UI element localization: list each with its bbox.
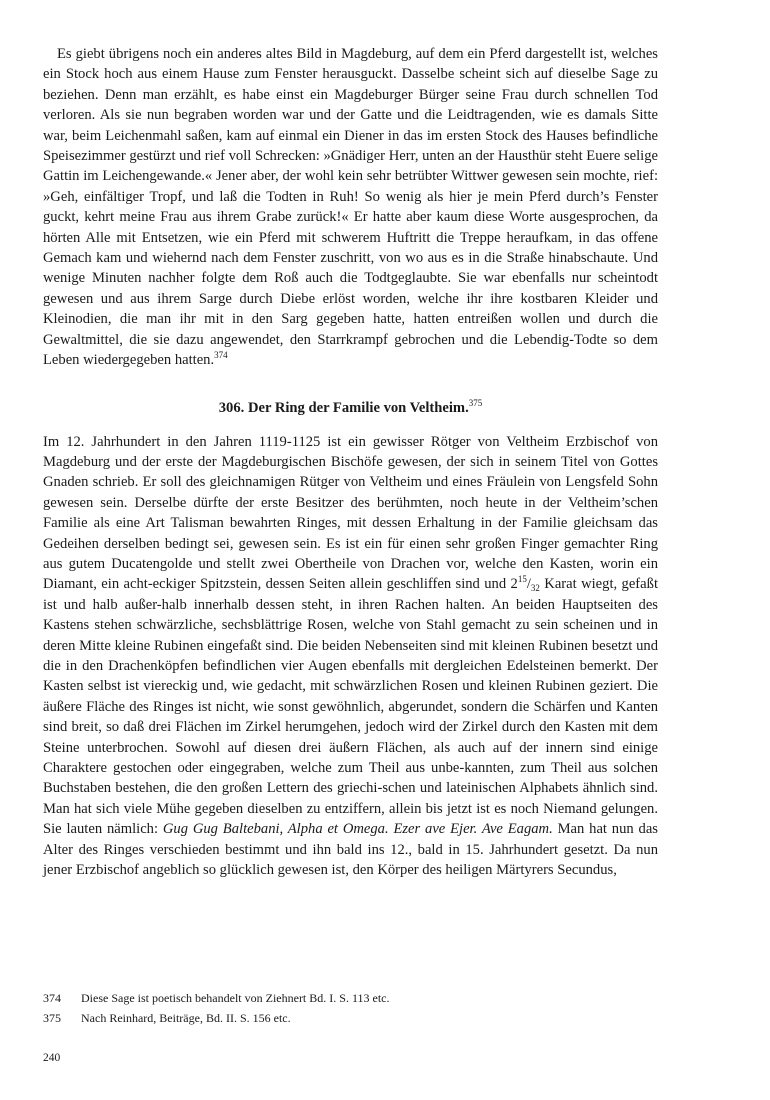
paragraph-1 <box>43 44 658 371</box>
ring-inscription: Gug Gug Baltebani, Alpha et Omega. Ezer ave Ejer. Ave Eagam. <box>162 821 553 838</box>
section-heading-text: 306. Der Ring der Familie von Veltheim. <box>218 399 469 416</box>
paragraph-2-part-3: Man hat nun das Alter des Ringes verschieden bestimmt und ihn bald ins 12., bald in 15. Jahrhundert gesetzt. Da nun jener Erzbischof angeblich so glücklich gewesen ist, den Körper des heiligen Märtyrers Secundus, <box>43 821 658 879</box>
paragraph-2-part-2: Karat wiegt, gefaßt ist und halb außer-halb innerhalb dessen steht, in ihren Rachen halten. An beiden Hauptseiten des Kastens stehen schwärzliche, sechsblättrige Rosen, welche von Stahl gemacht zu sein scheinen und in deren Mitte kleine Rubinen eingefaßt sind. Die beiden Nebenseiten sind mit kleinen Rubinen besetzt und die in den Drachenköpfen befindlichen vier Augen ebenfalls mit dergleichen Edelsteinen bemerkt. Der Kasten selbst ist viereckig und, wie gedacht, mit schwärzlichen Rosen und kleinen Rubinen geziert. Die äußere Fläche des Ringes ist nicht, wie sonst gewöhnlich, abgerundet, sondern die Schärfen und Kanten sind breit, so daß drei Flächen im Zirkel herumgehen, jedoch wird der Zirkel durch den Kasten mit dem Steine unterbrochen. Sowohl auf diesen drei äußern Flächen, als auch auf der innern sind einige Charaktere gestochen oder eingegraben, welche zum Theil aus unbe-kannten, zum Theil aus solchen Buchstaben bestehen, die den großen Lettern des griechi-schen und lateinischen Alphabets ähnlich sind. Man hat sich viele Mühe gegeben dieselben zu entziffern, allein bis jetzt ist es noch Niemand gelungen. Sie lauten nämlich: <box>43 576 658 838</box>
footnote-text: Nach Reinhard, Beiträge, Bd. II. S. 156 etc. <box>81 1011 291 1025</box>
footnote-374 <box>43 988 658 1008</box>
paragraph-2-part-1: Im 12. Jahrhundert in den Jahren 1119-1125 ist ein gewisser Rötger von Veltheim Erzbischof von Magdeburg und der erste der Magdeburgischen Bischöfe gewesen, der sich in seinem Titel von Gottes Gnaden schrieb. Er soll des gleichnamigen Rütger von Veltheim und eines Fräulein von Lengsfeld Sohn gewesen sein. Derselbe dürfte der erste Besitzer des berühmten, noch heute in der Veltheim’schen Familie als eine Art Talisman bewahrten Ringes, mit dessen Erhaltung in der Familie gleichsam das Gedeihen derselben bedingt sei, gewesen sein. Es ist ein für einen sehr großen Finger gemachter Ring aus gutem Ducatengolde und stellt zwei Obertheile von Drachen vor, welche den Kasten, worin ein Diamant, ein acht-eckiger Spitzstein, dessen Seiten allein geschliffen sind und 2 <box>43 433 658 593</box>
fraction-numerator: 15 <box>517 574 527 585</box>
footnote-ref-374[interactable]: 374 <box>214 350 228 361</box>
footnote-number: 375 <box>43 1011 61 1025</box>
paragraph-2: Im 12. Jahrhundert in den Jahren 1119-1125 ist ein gewisser Rötger von Veltheim Erzbischof von Magdeburg und der erste der Magdeburgischen Bischöfe gewesen, der sich in seinem Titel von Gottes Gnaden schrieb. Er soll des gleichnamigen Rütger von Veltheim und eines Fräulein von Lengsfeld Sohn gewesen sein. Derselbe dürfte der erste Besitzer des berühmten, noch heute in der Veltheim’schen Familie als eine Art Talisman bewahrten Ringes, mit dessen Erhaltung in der Familie gleichsam das Gedeihen derselben bedingt sei, gewesen sein. Es ist ein für einen sehr großen Finger gemachter Ring aus gutem Ducatengolde und stellt zwei Obertheile von Drachen vor, welche den Kasten, worin ein Diamant, ein acht-eckiger Spitzstein, dessen Seiten allein geschliffen sind und $2^{15}/_{32}$ Karat wiegt, gefaßt ist und halb außer-halb innerhalb dessen steht, in ihren Rachen halten. An beiden Hauptseiten des Kastens stehen schwärzliche, sechsblättrige Rosen, welche von Stahl gemacht zu sein scheinen und in deren Mitte kleine Rubinen eingefaßt sind. Die beiden Nebenseiten sind mit kleinen Rubinen besetzt und die in den Drachenköpfen befindlichen vier Augen ebenfalls mit dergleichen Edelsteinen bemerkt. Der Kasten selbst ist viereckig und, wie gedacht, mit schwärzlichen Rosen und kleinen Rubinen geziert. Die äußere Fläche des Ringes ist nicht, wie sonst gewöhnlich, abgerundet, sondern die Schärfen und Kanten sind breit, so daß drei Flächen im Zirkel herumgehen, jedoch wird der Zirkel durch den Kasten mit dem Steine unterbrochen. Sowohl auf diesen drei äußern Flächen, als auch auf der innern sind einige Charaktere gestochen oder eingegraben, welche zum Theil aus unbe-kannten, zum Theil aus solchen Buchstaben bestehen, die den großen Lettern des griechi-schen und lateinischen Alphabets ähnlich sind. Man hat sich viele Mühe gegeben dieselben zu entziffern, allein bis jetzt ist es noch Niemand gelungen. Sie lauten nämlich: Gug Gug Baltebani, Alpha et Omega. Ezer ave Ejer. Ave Eagam. Man hat nun das Alter des Ringes verschieden bestimmt und ihn bald ins 12., bald in 15. Jahrhundert gesetzt. Da nun jener Erzbischof angeblich so glücklich gewesen ist, den Körper des heiligen Märtyrers Secundus, <box>43 433 658 879</box>
fraction-denominator: 32 <box>530 583 540 594</box>
footnote-number: 374 <box>43 991 61 1005</box>
page-number: 240 <box>43 1052 61 1064</box>
section-heading <box>43 398 658 418</box>
footnote-375 <box>43 1008 658 1028</box>
footnotes <box>43 988 658 1028</box>
footnote-ref-375[interactable]: 375 <box>468 397 483 408</box>
paragraph-1-text: Es giebt übrigens noch ein anderes altes Bild in Magdeburg, auf dem ein Pferd dargestellt ist, welches ein Stock hoch aus einem Hause zum Fenster herausguckt. Dasselbe scheint sich auf dieselbe Sage zu beziehen. Denn man erzählt, es habe einst ein Magdeburger Bürger seine Frau durch schnellen Tod verloren. Als sie nun begraben worden war und der Gatte und die Leidtragenden, wie es damals Sitte war, beim Leichenmahl saßen, kam auf einmal ein Diener in das im ersten Stock des Hauses befindliche Speisezimmer gestürzt und rief voll Schrecken: »Gnädiger Herr, unten an der Hausthür steht Euere selige Gattin im Leichengewande.« Jener aber, der wohl kein sehr betrübter Wittwer gewesen sein mochte, rief: »Geh, einfältiger Tropf, und laß die Todten in Ruh! So wenig als hier je mein Pferd durch’s Fenster guckt, kehrt meine Frau aus ihrem Grabe zurück!« Er hatte aber kaum diese Worte ausgesprochen, da hörten Alle mit Entsetzen, wie ein Pferd mit schwerem Huftritt die Treppe heraufkam, in das offene Gemach kam und wiehernd nach dem Fenster zuschritt, von wo aus es in die Straße hinabschaute. Und wenige Minuten nachher folgte dem Roß auch die Todtgeglaubte. Sie war ebenfalls nur scheintodt gewesen und aus ihrem Sarge durch Diebe erlöst worden, welche ihr ihre kostbaren Kleider und Kleinodien, die man ihr mit in den Sarg gegeben hatte, hatten entreißen wollen und durch die Gewaltmittel, die sie dazu angewendet, den Starrkrampf gebrochen und die Lebendig-Todte so dem Leben wiedergegeben hatten. <box>43 46 658 369</box>
page-body <box>43 44 658 880</box>
footnote-text: Diese Sage ist poetisch behandelt von Ziehnert Bd. I. S. 113 etc. <box>81 991 390 1005</box>
